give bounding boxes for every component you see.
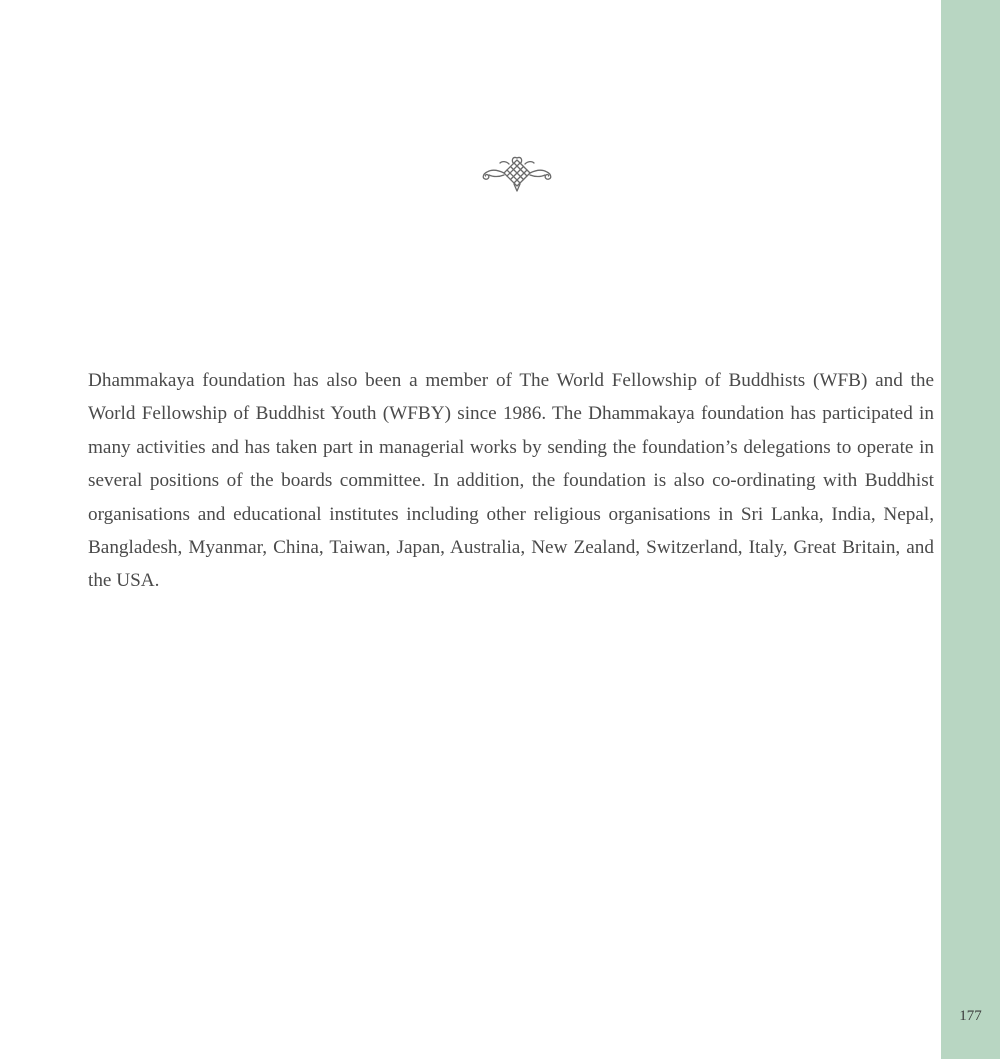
body-paragraph: Dhammakaya foundation has also been a member of The World Fellowship of Buddhists (WFB) and the World Fellowship of Buddhist Youth (WFBY) since 1986. The Dhammakaya foundation has participated in many activities and has taken part in managerial works by sending the foundation’s delegations to operate in several positions of the boards committee. In addition, the foundation is also co-ordinating with Buddhist organisations and educational institutes including other religious organisations in Sri Lanka, India, Nepal, Bangladesh, Myanmar, China, Taiwan, Japan, Australia, New Zealand, Switzerland, Italy, Great Britain, and the USA. <box>88 370 934 592</box>
endless-knot-icon <box>478 154 556 198</box>
side-color-band <box>941 0 1000 1059</box>
page-number: 177 <box>959 1008 982 1024</box>
